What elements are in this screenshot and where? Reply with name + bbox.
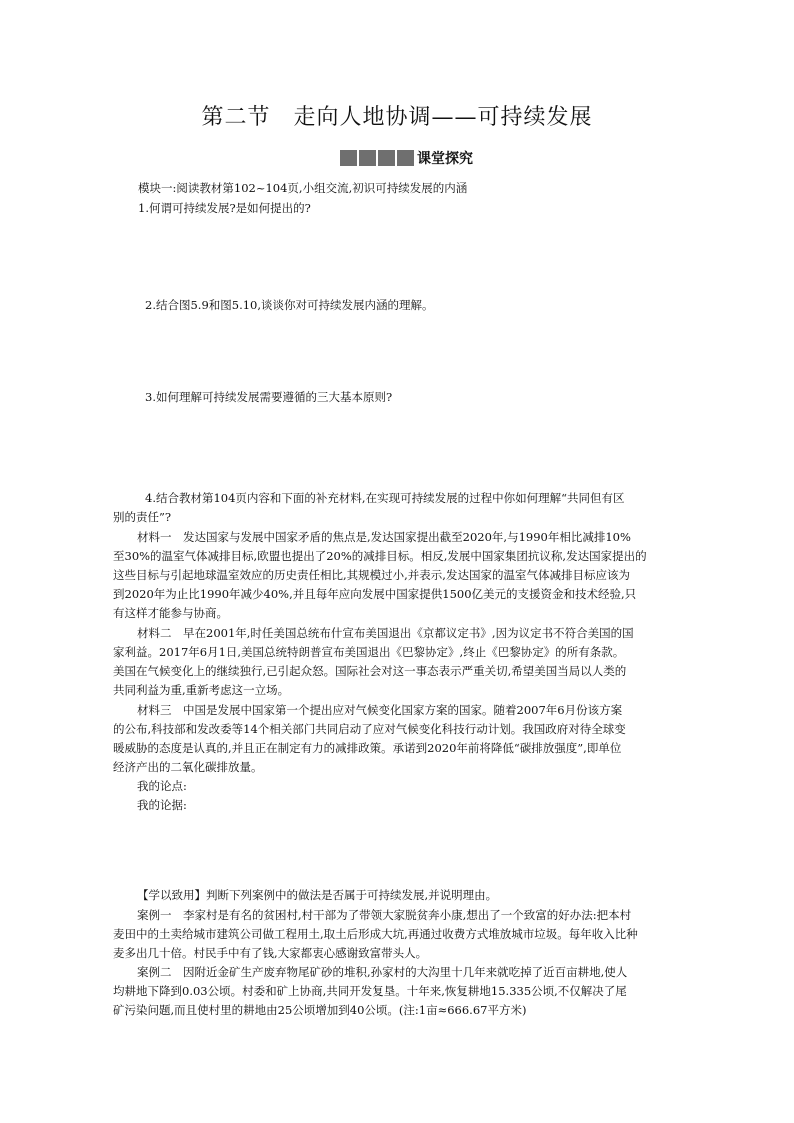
material1-line: 这些目标与引起地球温室效应的历史责任相比,其规模过小,并表示,发达国家的温室气体减排目标应该为 bbox=[113, 568, 630, 582]
section-decoration-blocks bbox=[340, 150, 414, 166]
material3-line: 经济产出的二氧化碳排放量。 bbox=[113, 760, 263, 774]
module1-heading: 模块一:阅读教材第102~104页,小组交流,初识可持续发展的内涵 bbox=[138, 181, 468, 195]
section-label: 课堂探究 bbox=[417, 151, 473, 167]
case1-line: 麦多出几十倍。村民手中有了钱,大家都衷心感谢致富带头人。 bbox=[113, 946, 428, 960]
case1-line: 案例一 李家村是有名的贫困村,村干部为了带领大家脱贫奔小康,想出了一个致富的好办法:把本村 bbox=[137, 908, 632, 922]
material1-line: 材料一 发达国家与发展中国家矛盾的焦点是,发达国家提出截至2020年,与1990年相比减排10% bbox=[137, 530, 631, 544]
material2-line: 美国在气候变化上的继续独行,已引起众怒。国际社会对这一事态表示严重关切,希望美国当局以人类的 bbox=[113, 664, 627, 678]
decoration-block bbox=[359, 150, 376, 166]
case2-line: 案例二 因附近金矿生产废弃物尾矿砂的堆积,孙家村的大沟里十几年来就吃掉了近百亩耕地,使人 bbox=[137, 965, 628, 979]
material3-line: 材料三 中国是发展中国家第一个提出应对气候变化国家方案的国家。随着2007年6月份该方案 bbox=[137, 703, 623, 717]
my-evidence-label: 我的论据: bbox=[137, 798, 187, 812]
case2-line: 均耕地下降到0.03公顷。村委和矿上协商,共同开发复垦。十年来,恢复耕地15.335公顷,不仅解决了尾 bbox=[113, 984, 627, 998]
case1-line: 麦田中的土卖给城市建筑公司做工程用土,取土后形成大坑,再通过收费方式堆放城市垃圾。每年收入比种 bbox=[113, 927, 638, 941]
material2-line: 材料二 早在2001年,时任美国总统布什宣布美国退出《京都议定书》,因为议定书不符合美国的国 bbox=[137, 626, 634, 640]
section-header bbox=[340, 148, 473, 168]
decoration-block bbox=[397, 150, 414, 166]
material3-line: 的公布,科技部和发改委等14个相关部门共同启动了应对气候变化科技行动计划。我国政府对待全球变 bbox=[113, 722, 626, 736]
material1-line: 至30%的温室气体减排目标,欧盟也提出了20%的减排目标。相反,发展中国家集团抗议称,发达国家提出的 bbox=[113, 549, 647, 563]
decoration-block bbox=[340, 150, 357, 166]
my-point-label: 我的论点: bbox=[137, 779, 187, 793]
material2-line: 家利益。2017年6月1日,美国总统特朗普宣布美国退出《巴黎协定》,终止《巴黎协定》的所有条款。 bbox=[113, 645, 625, 659]
material1-line: 到2020年为止比1990年减少40%,并且每年应向发展中国家提供1500亿美元的支援资金和技术经验,只 bbox=[113, 587, 637, 601]
page-title: 第二节 走向人地协调——可持续发展 bbox=[201, 105, 593, 130]
decoration-block bbox=[378, 150, 395, 166]
material1-line: 有这样才能参与协商。 bbox=[113, 606, 228, 620]
question-4-line: 4.结合教材第104页内容和下面的补充材料,在实现可持续发展的过程中你如何理解“共同但有区 bbox=[145, 491, 625, 505]
material2-line: 共同利益为重,重新考虑这一立场。 bbox=[113, 683, 290, 697]
material3-line: 暖威胁的态度是认真的,并且正在制定有力的减排政策。承诺到2020年前将降低“碳排放强度”,即单位 bbox=[113, 741, 622, 755]
question-1: 1.何谓可持续发展?是如何提出的? bbox=[138, 201, 311, 215]
case2-line: 矿污染问题,而且使村里的耕地由25公顷增加到40公顷。(注:1亩≈666.67平方米) bbox=[113, 1003, 527, 1017]
question-4-line: 别的责任”? bbox=[113, 510, 172, 524]
question-2: 2.结合图5.9和图5.10,谈谈你对可持续发展内涵的理解。 bbox=[145, 298, 434, 312]
application-heading: 【学以致用】判断下列案例中的做法是否属于可持续发展,并说明理由。 bbox=[137, 888, 498, 902]
question-3: 3.如何理解可持续发展需要遵循的三大基本原则? bbox=[145, 390, 393, 404]
